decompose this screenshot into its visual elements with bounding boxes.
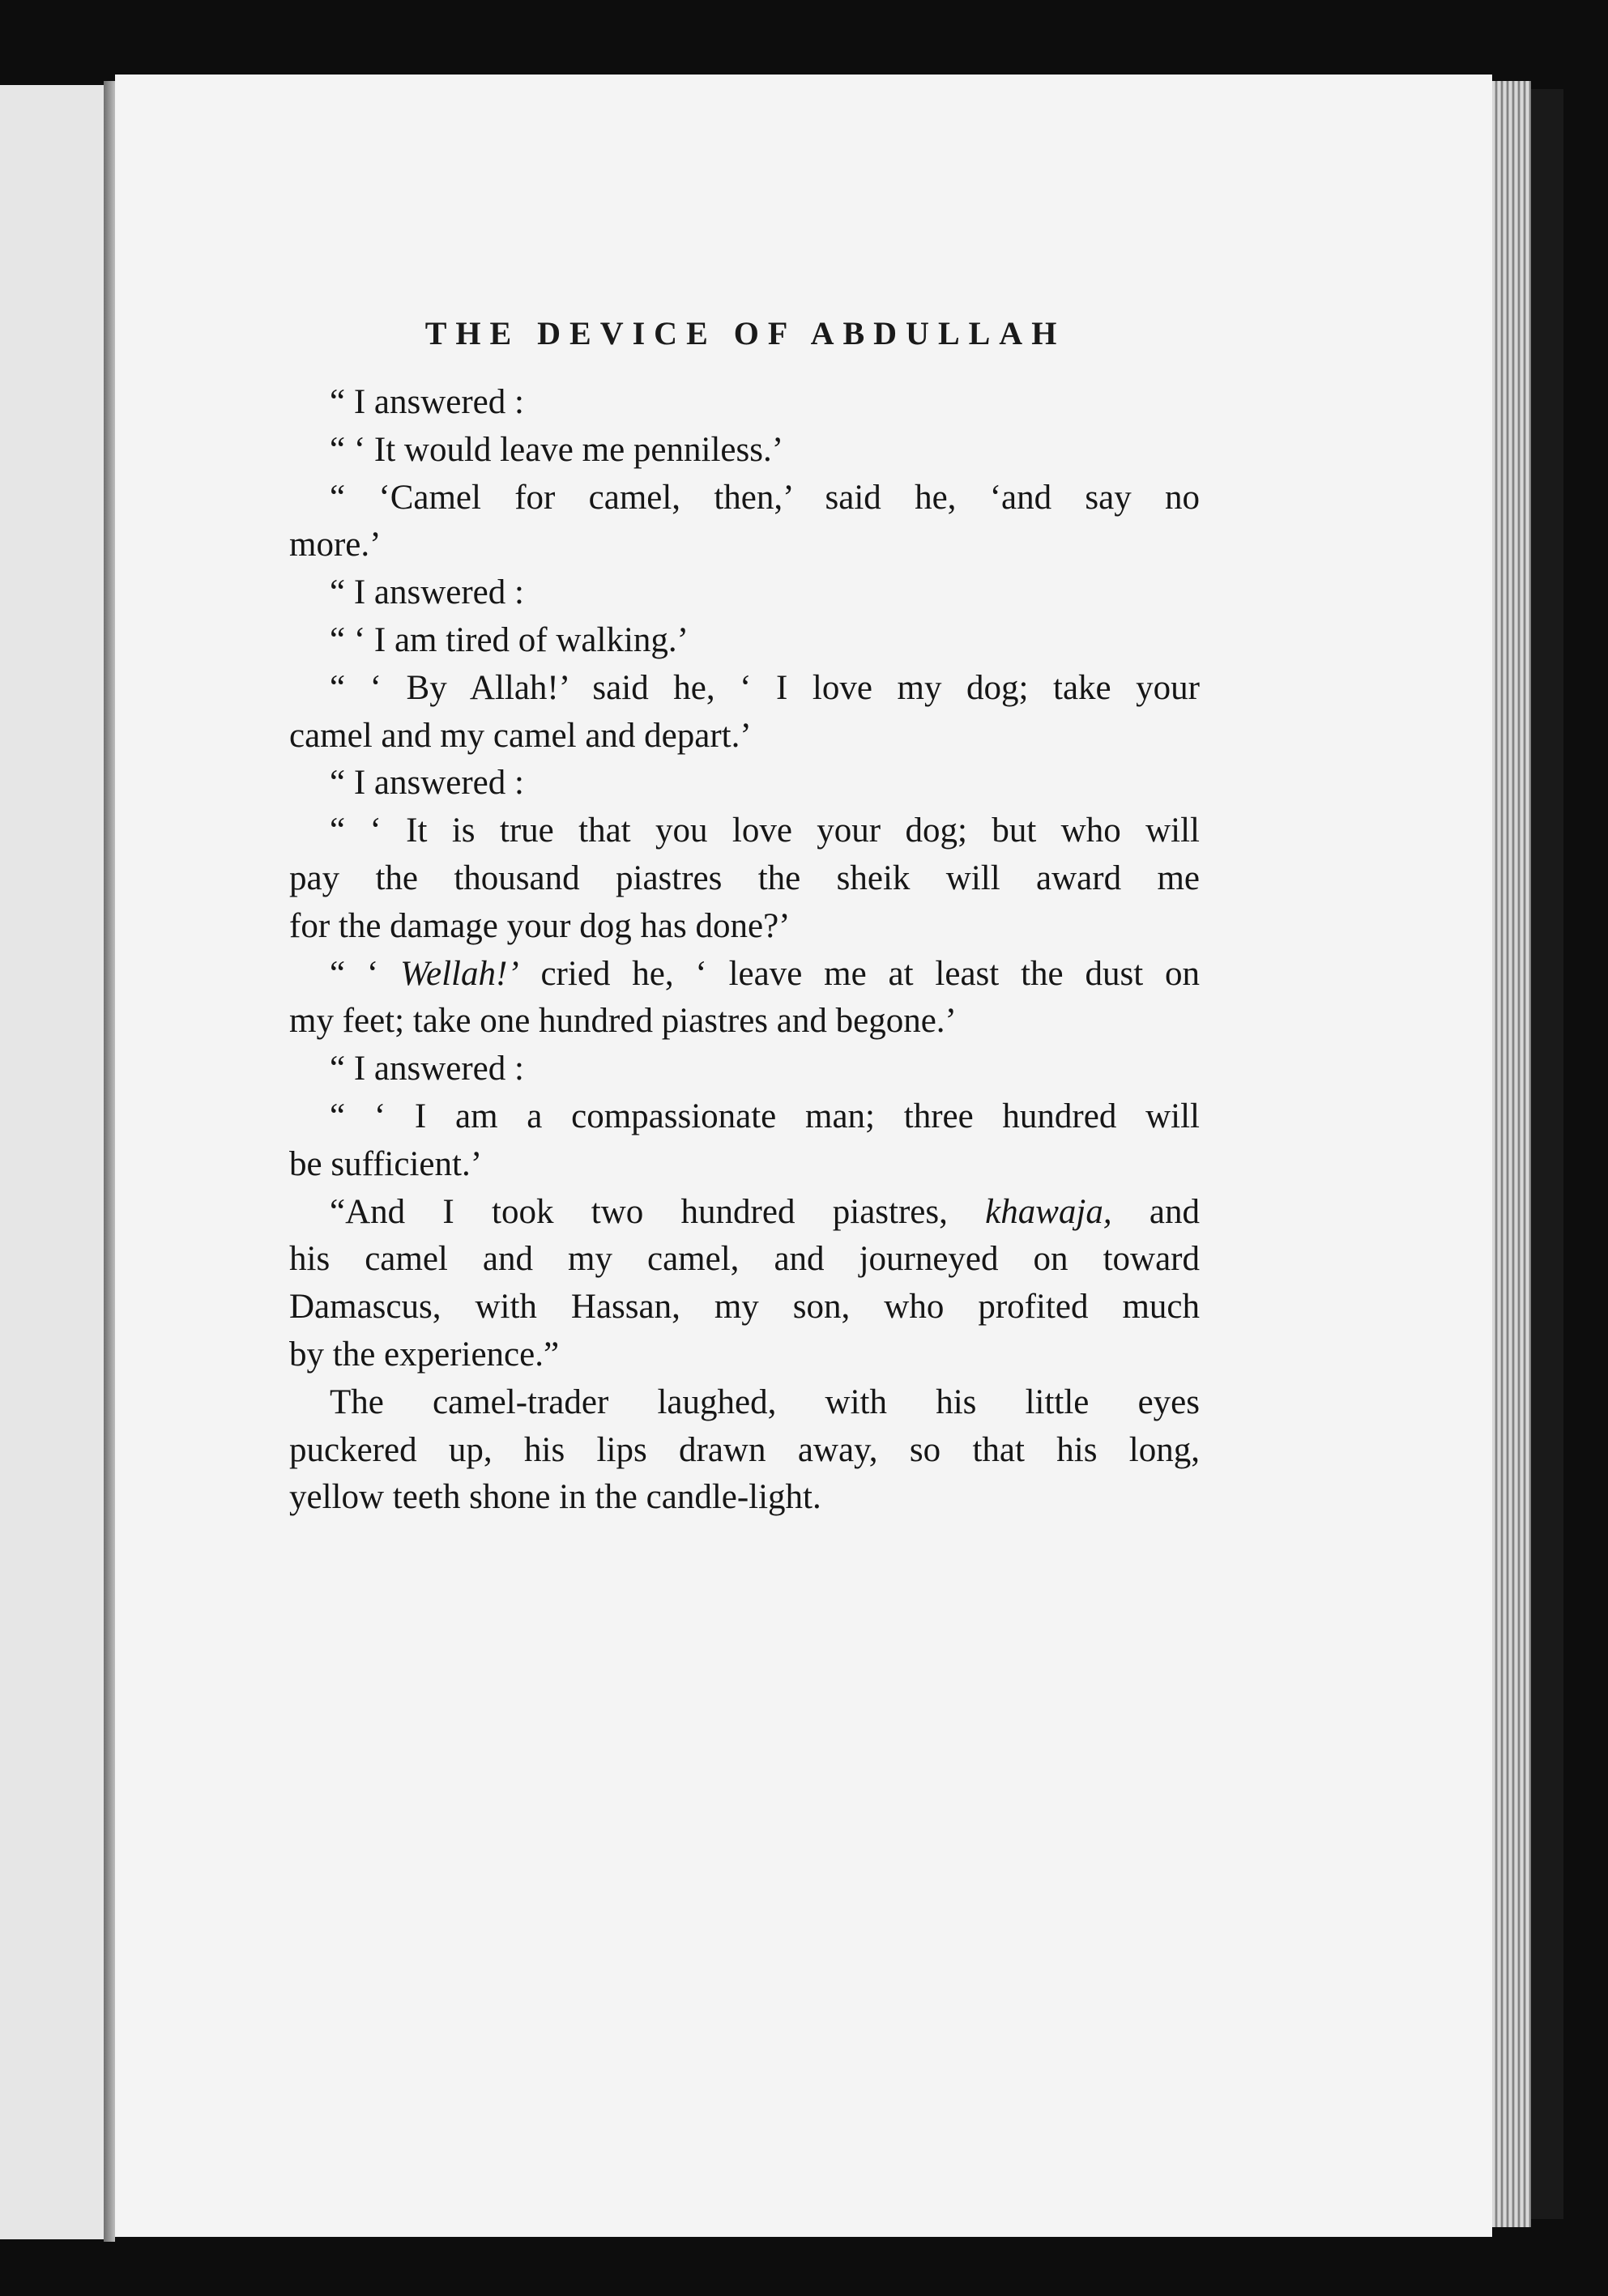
left-page-edge [0,85,112,2239]
text-run: “ ‘ [330,954,401,993]
text-run: “And I took two hundred piastres, [330,1192,986,1231]
text-line: “ ‘Camel for camel, then,’ said he, ‘and say no [330,478,1200,517]
text-line: more.’ [289,526,382,564]
text-line: camel and my camel and depart.’ [289,716,752,755]
text-line: “ ‘ I am tired of walking.’ [330,620,689,659]
binding-edge [1531,89,1563,2219]
text-line: pay the thousand piastres the sheik will award me [289,858,1200,897]
text-line: “ ‘ By Allah!’ said he, ‘ I love my dog; take your [330,668,1200,707]
running-head: THE DEVICE OF ABDULLAH [424,315,1066,351]
text-line: The camel-trader laughed, with his little eyes [330,1382,1200,1421]
text-run: and [1111,1192,1200,1231]
body-text [289,379,1200,1522]
text-line: “ I answered : [330,764,524,803]
text-line: puckered up, his lips drawn away, so that his long, [289,1430,1200,1469]
text-run: cried he, ‘ leave me at least the dust on [518,954,1200,993]
text-line: be sufficient.’ [289,1144,483,1183]
text-line: “ ‘ It would leave me penniless.’ [330,430,784,469]
text-line [289,951,1200,999]
text-line: by the experience.” [289,1335,560,1374]
italic-text: khawaja, [985,1192,1112,1231]
text-line: “ ‘ I am a compassionate man; three hundred will [330,1097,1200,1135]
text-line: yellow teeth shone in the candle-light. [289,1478,821,1517]
text-line: “ I answered : [330,383,524,421]
text-line: Damascus, with Hassan, my son, who profited much [289,1288,1200,1327]
text-line: his camel and my camel, and journeyed on toward [289,1240,1200,1279]
italic-text: Wellah!’ [400,954,519,993]
text-line: “ I answered : [330,573,524,612]
text-line: my feet; take one hundred piastres and begone.’ [289,1002,957,1041]
gutter-shadow [104,81,115,2242]
text-line: “ I answered : [330,1050,524,1088]
page-edges [1492,81,1531,2227]
text-line [289,1189,1200,1237]
text-line: for the damage your dog has done?’ [289,906,791,945]
text-line: “ ‘ It is true that you love your dog; but who will [330,811,1200,850]
